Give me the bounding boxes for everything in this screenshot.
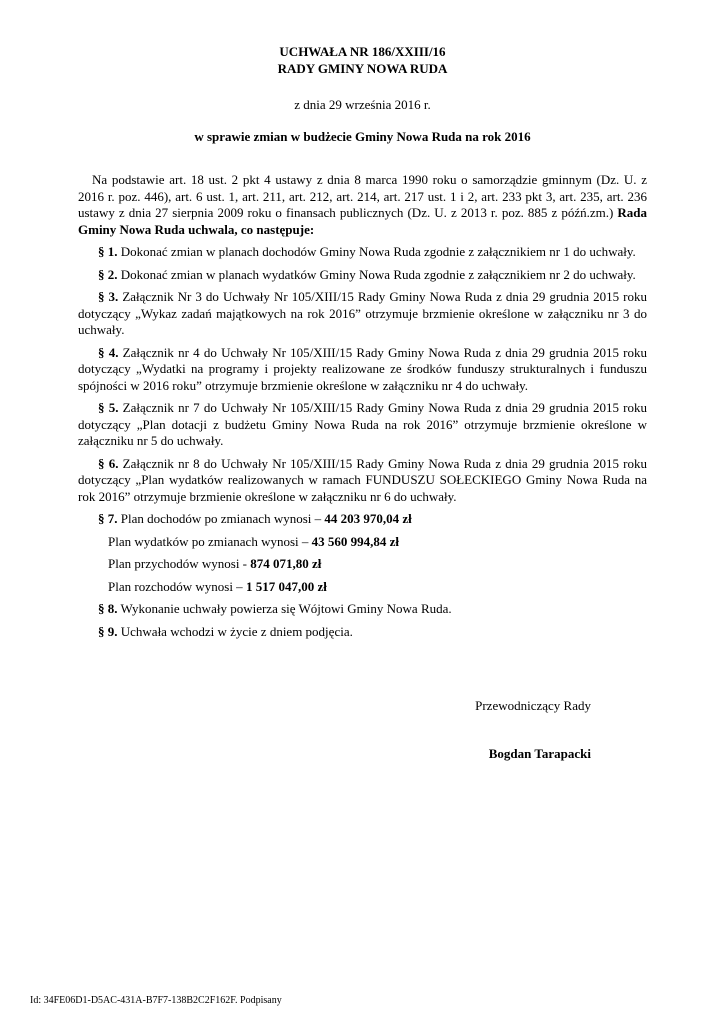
plan-line-amount: 43 560 994,84 zł	[311, 533, 400, 549]
section-lead: § 5.	[98, 400, 119, 415]
document-subject: w sprawie zmian w budżecie Gminy Nowa Ruda na rok 2016	[194, 128, 531, 144]
section-paragraph-7	[78, 511, 647, 528]
plan-expenses-line	[78, 534, 647, 551]
section-lead: § 7.	[98, 511, 118, 526]
section-paragraph-1	[78, 244, 647, 261]
section-lead: § 4.	[98, 344, 119, 360]
plan-outflows-line	[78, 579, 647, 596]
plan-income-text: Plan dochodów po zmianach wynosi –	[117, 511, 325, 526]
section-paragraph-6	[78, 456, 647, 506]
section-paragraph-8	[78, 601, 647, 618]
signature-role: Przewodniczący Rady	[475, 698, 591, 713]
plan-income-amount: 44 203 970,04 zł	[324, 511, 412, 526]
signature-block	[78, 698, 591, 762]
plan-line-text: Plan przychodów wynosi -	[108, 556, 251, 571]
document-id-footer: Id: 34FE06D1-D5AC-431A-B7F7-138B2C2F162F. Podpisany	[30, 995, 282, 1007]
preamble-paragraph	[78, 172, 647, 238]
plan-line-text: Plan wydatków po zmianach wynosi –	[108, 533, 312, 549]
section-lead: § 8.	[98, 601, 118, 616]
plan-line-amount: 1 517 047,00 zł	[245, 578, 327, 594]
plan-line-text: Plan rozchodów wynosi –	[108, 578, 246, 594]
section-text: Załącznik nr 4 do Uchwały Nr 105/XIII/15 Rady Gminy Nowa Ruda z dnia 29 grudnia 2015 roku dotyczący „Wydatki na programy i projekty realizowane ze środków funduszy strukturalnych i funduszu spójności w 2016 roku” otrzymuje brzmienie określone w załączniku nr 4 do uchwały.	[78, 344, 648, 393]
section-text: Wykonanie uchwały powierza się Wójtowi Gminy Nowa Ruda.	[117, 601, 452, 616]
title-line-1: UCHWAŁA NR 186/XXIII/16	[279, 44, 446, 59]
section-paragraph-9	[78, 624, 647, 641]
section-text: Załącznik Nr 3 do Uchwały Nr 105/XIII/15 Rady Gminy Nowa Ruda z dnia 29 grudnia 2015 roku dotyczący „Wykaz zadań majątkowych na rok 2016” otrzymuje brzmienie określone w załączniku nr 3 do uchwały.	[78, 289, 647, 337]
section-lead: § 2.	[98, 266, 118, 282]
section-text: Dokonać zmian w planach wydatków Gminy Nowa Ruda zgodnie z załącznikiem nr 2 do uchwały.	[117, 266, 636, 282]
plan-line-amount: 874 071,80 zł	[250, 556, 322, 571]
section-lead: § 6.	[98, 455, 119, 471]
plan-revenues-line	[78, 556, 647, 573]
section-paragraph-4	[78, 345, 647, 395]
document-title	[78, 44, 647, 77]
section-paragraph-3	[78, 289, 647, 339]
section-text: Dokonać zmian w planach dochodów Gminy Nowa Ruda zgodnie z załącznikiem nr 1 do uchwały.	[117, 244, 636, 259]
title-line-2: RADY GMINY NOWA RUDA	[277, 60, 448, 76]
section-lead: § 3.	[98, 289, 119, 304]
preamble-text: Na podstawie art. 18 ust. 2 pkt 4 ustawy z dnia 8 marca 1990 roku o samorządzie gminnym (Dz. U. z 2016 r. poz. 446), art. 6 ust. 1, art. 211, art. 212, art. 214, art. 217 ust. 1 i 2, art. 233 pkt 3, art. 235, art. 236 ustawy z dnia 27 sierpnia 2009 roku o finansach publicznych (Dz. U. z 2013 r. poz. 885 z późń.zm.)	[78, 172, 647, 220]
section-text: Załącznik nr 7 do Uchwały Nr 105/XIII/15 Rady Gminy Nowa Ruda z dnia 29 grudnia 2015 roku dotyczący „Plan dotacji z budżetu Gminy Nowa Ruda na rok 2016” otrzymuje brzmienie określone w załączniku nr 5 do uchwały.	[78, 400, 648, 448]
section-text: Uchwała wchodzi w życie z dniem podjęcia.	[117, 623, 353, 639]
section-lead: § 9.	[98, 623, 118, 639]
section-text: Załącznik nr 8 do Uchwały Nr 105/XIII/15 Rady Gminy Nowa Ruda z dnia 29 grudnia 2015 roku dotyczący „Plan wydatków realizowanych w ramach FUNDUSZU SOŁECKIEGO Gminy Nowa Ruda na rok 2016” otrzymuje brzmienie określone w załączniku nr 6 do uchwały.	[78, 455, 648, 504]
section-paragraph-5	[78, 400, 647, 450]
signature-name: Bogdan Tarapacki	[488, 745, 591, 761]
preamble-bold-text: Rada Gminy Nowa Ruda uchwala, co następuje:	[78, 205, 647, 237]
section-paragraph-2	[78, 267, 647, 284]
document-date: z dnia 29 września 2016 r.	[294, 97, 431, 112]
section-lead: § 1.	[98, 244, 118, 259]
